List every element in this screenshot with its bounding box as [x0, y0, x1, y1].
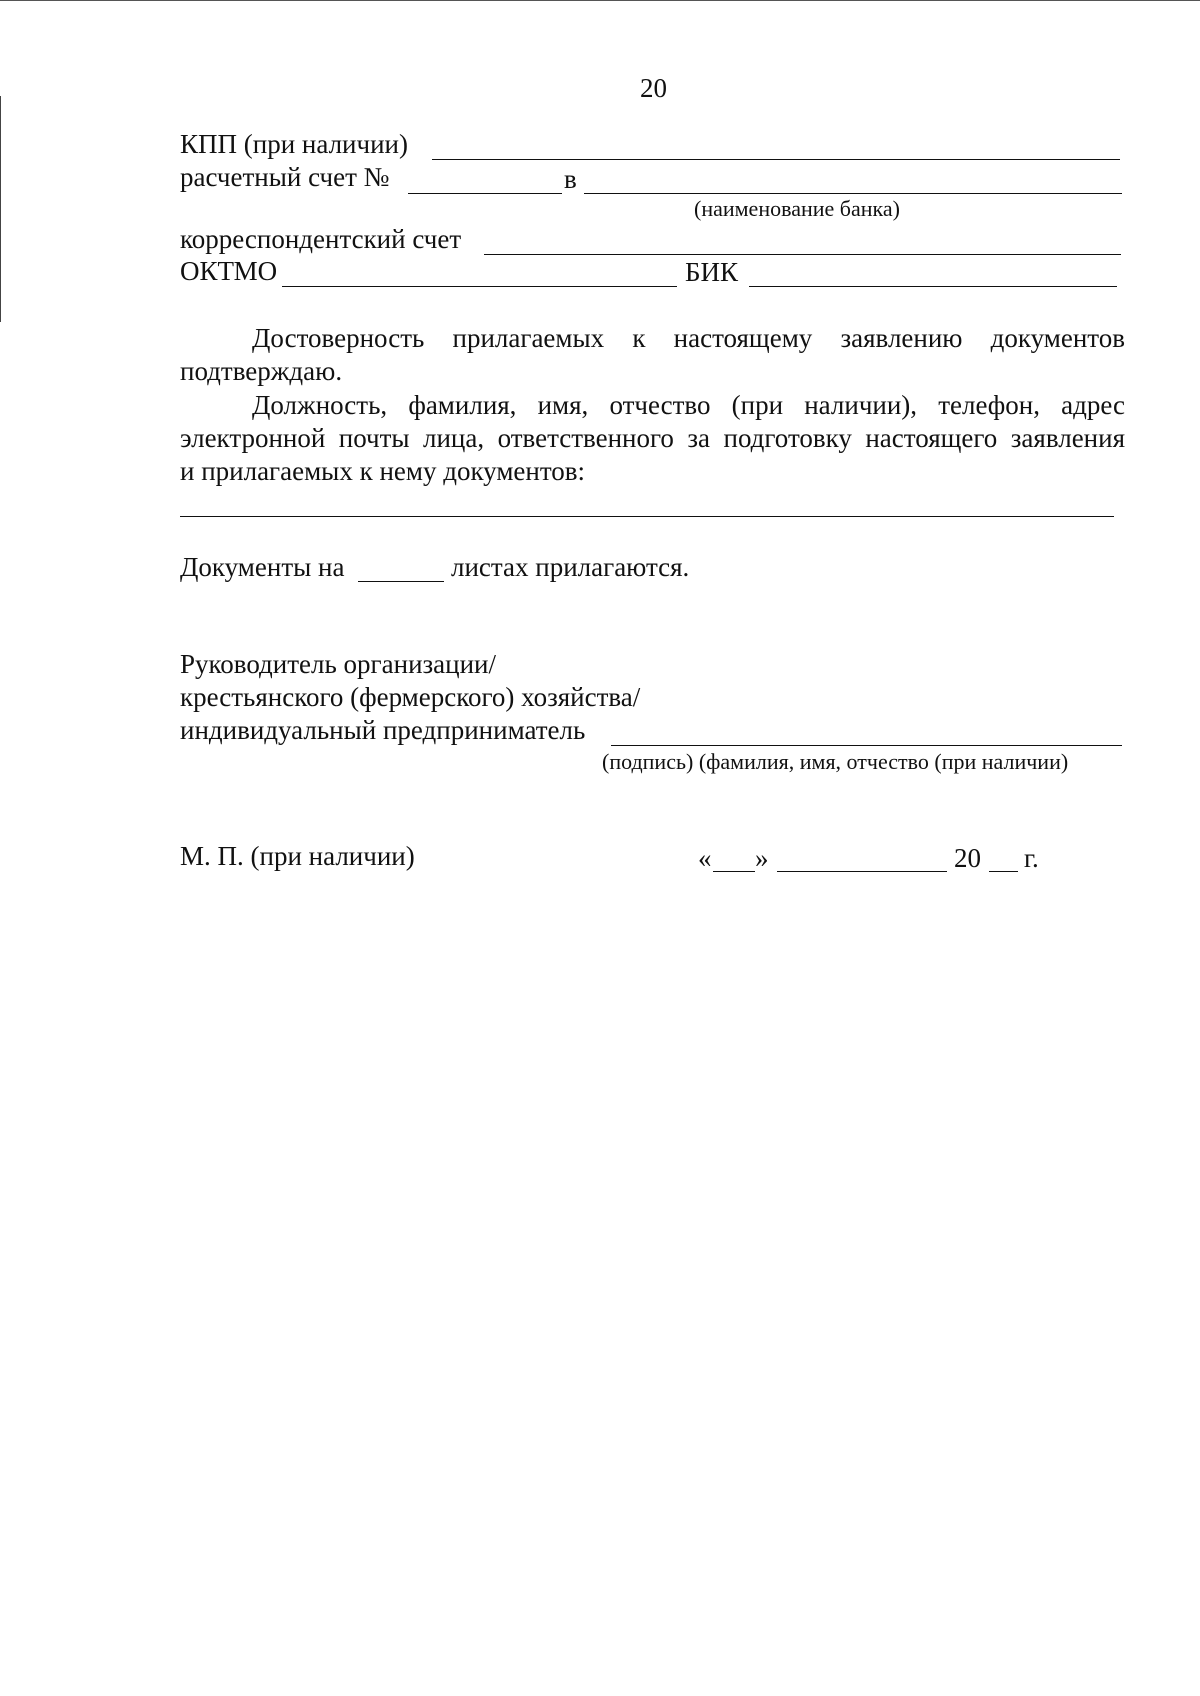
page-number: 20: [640, 73, 667, 103]
responsible-field[interactable]: [180, 516, 1114, 517]
date-close-quote: »: [755, 843, 769, 873]
sheet-count-field[interactable]: [358, 581, 444, 582]
corr-account-label: корреспондентский счет: [180, 224, 462, 254]
confirmation-line-1: Достоверность прилагаемых к настоящему заявлению документов: [252, 323, 1125, 353]
signatory-line-2: крестьянского (фермерского) хозяйства/: [180, 682, 641, 712]
kpp-field[interactable]: [432, 159, 1120, 160]
stamp-label: М. П. (при наличии): [180, 841, 415, 871]
signature-field[interactable]: [611, 745, 1122, 746]
date-month-field[interactable]: [777, 871, 947, 872]
bik-field[interactable]: [749, 286, 1117, 287]
signature-caption: (подпись) (фамилия, имя, отчество (при наличии): [602, 749, 1069, 774]
responsible-line-2: электронной почты лица, ответственного за подготовку настоящего заявления: [180, 423, 1125, 453]
oktmo-label: ОКТМО: [180, 256, 278, 286]
bik-label: БИК: [685, 257, 739, 287]
account-label: расчетный счет №: [180, 162, 390, 192]
date-day-field[interactable]: [713, 871, 755, 872]
kpp-label: КПП (при наличии): [180, 129, 408, 159]
date-open-quote: «: [698, 843, 712, 873]
date-year-prefix: 20: [954, 843, 981, 873]
date-year-field[interactable]: [989, 871, 1018, 872]
attachments-prefix: Документы на: [180, 552, 345, 582]
bank-name-field[interactable]: [584, 193, 1122, 194]
signatory-line-1: Руководитель организации/: [180, 649, 497, 679]
scan-edge-left: [0, 96, 1, 322]
responsible-line-3: и прилагаемых к нему документов:: [180, 456, 586, 486]
account-number-field[interactable]: [408, 193, 562, 194]
oktmo-field[interactable]: [282, 286, 677, 287]
bank-name-caption: (наименование банка): [694, 196, 900, 221]
account-in-label: в: [564, 164, 577, 194]
scan-edge-top: [0, 0, 1200, 1]
date-year-suffix: г.: [1024, 843, 1039, 873]
confirmation-line-2: подтверждаю.: [180, 356, 343, 386]
responsible-line-1: Должность, фамилия, имя, отчество (при наличии), телефон, адрес: [252, 390, 1125, 420]
attachments-suffix: листах прилагаются.: [451, 552, 690, 582]
signatory-line-3: индивидуальный предприниматель: [180, 715, 586, 745]
corr-account-field[interactable]: [484, 254, 1121, 255]
